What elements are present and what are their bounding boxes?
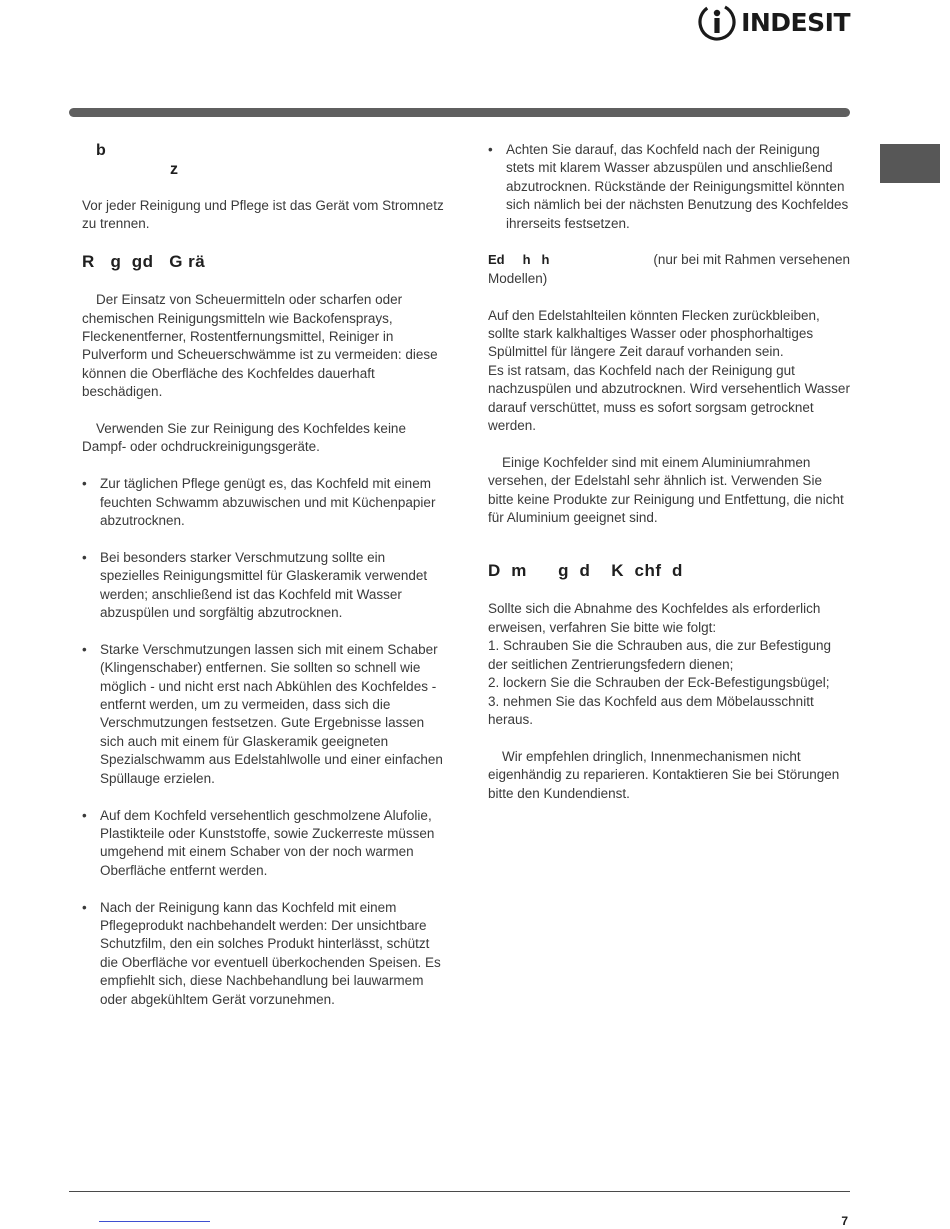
aluminium-paragraph: Einige Kochfelder sind mit einem Aluminiumrahmen versehen, der Edelstahl sehr ähnlich ist. Verwenden Sie bitte keine Produkte zur Reinigung und Entfettung, die nicht für Aluminium geeignet sind. <box>488 454 844 526</box>
right-column <box>488 141 850 821</box>
list-item: • Zur täglichen Pflege genügt es, das Kochfeld mit einem feuchten Schwamm abzuwischen und mit Küchenpapier abzutrocknen. <box>82 475 444 530</box>
removal-step-3: 3. nehmen Sie das Kochfeld aus dem Möbelausschnitt heraus. <box>488 693 814 727</box>
heading-line-1: b <box>96 142 106 159</box>
bottom-divider <box>69 1191 850 1192</box>
warning-paragraph-steam: Verwenden Sie zur Reinigung des Kochfeldes keine Dampf- oder ochdruckreinigungsgeräte. <box>82 421 406 455</box>
rinse-bullet-list <box>488 141 850 233</box>
heading-line-2: z <box>170 161 178 178</box>
section-heading-care <box>96 141 444 179</box>
stainless-paragraph-stains: Auf den Edelstahlteilen könnten Flecken zurückbleiben, sollte stark kalkhaltiges Wasser oder phosphorhaltiges Spülmittel für längere Zeit darauf vorhanden sein. <box>488 307 820 360</box>
removal-step-1: 1. Schrauben Sie die Schrauben aus, die zur Befestigung der seitlichen Zentrierungsfedern dienen; <box>488 638 831 672</box>
footer-link-underline[interactable] <box>99 1221 210 1222</box>
list-item: • Auf dem Kochfeld versehentlich geschmolzene Alufolie, Plastikteile oder Kunststoffe, sowie Zuckerreste müssen umgehend mit einem Schaber von der noch warmen Oberfläche entfernt werden. <box>82 807 444 881</box>
top-divider <box>69 108 850 117</box>
intro-paragraph: Vor jeder Reinigung und Pflege ist das Gerät vom Stromnetz zu trennen. <box>82 198 444 232</box>
section-heading-removal: D m g d K chf d <box>488 561 683 581</box>
list-item: • Nach der Reinigung kann das Kochfeld mit einem Pflegeprodukt nachbehandelt werden: Der unsichtbare Schutzfilm, den ein solches Produkt hinterlässt, schützt die Oberfläche vor eventuell überkochenden Speisen. Es empfiehlt sich, diese Nachbehandlung bei lauwarmem oder abgekühltem Gerät vorzunehmen. <box>82 899 444 1009</box>
brand-name: INDESIT <box>741 7 850 37</box>
cleaning-bullet-list <box>82 475 444 1009</box>
subheading-note: (nur bei mit Rahmen versehenen <box>653 252 850 268</box>
list-item: • Bei besonders starker Verschmutzung sollte ein spezielles Reinigungsmittel für Glaskeramik verwendet werden; anschließend ist das Kochfeld mit Wasser abzuspülen und sorgfältig abzutrocknen. <box>82 549 444 623</box>
service-paragraph: Wir empfehlen dringlich, Innenmechanismen nicht eigenhändig zu reparieren. Kontaktieren Sie bei Störungen bitte den Kundendienst. <box>488 748 840 801</box>
section-heading-cleaning: R g gd G rä <box>82 252 206 272</box>
subheading-stainless <box>488 251 850 269</box>
list-item: • Achten Sie darauf, das Kochfeld nach der Reinigung stets mit klarem Wasser abzuspülen und anschließend abzutrocknen. Rückstände der Reinigungsmittel könnten sich nämlich bei der nächsten Benutzung des Kochfeldes ihrerseits festsetzen. <box>488 141 850 233</box>
stainless-paragraph-rinse: Es ist ratsam, das Kochfeld nach der Reinigung gut nachzuspülen und abzutrocknen. Wird versehentlich Wasser darauf verschüttet, muss es sofort sorgsam getrocknet werden. <box>488 362 850 434</box>
brand-logo <box>697 2 850 42</box>
section-tab-marker <box>880 144 940 183</box>
page-number: 7 <box>841 1214 848 1228</box>
left-column <box>82 141 444 1027</box>
warning-paragraph-abrasives: Der Einsatz von Scheuermitteln oder scharfen oder chemischen Reinigungsmitteln wie Backofensprays, Fleckenentferner, Rostentfernungsmittel, Reiniger in Pulverform und Scheuerschwämme ist zu vermeiden: diese können die Oberfläche des Kochfeldes dauerhaft beschädigen. <box>82 292 438 400</box>
subheading-continuation: Modellen) <box>488 270 548 286</box>
subheading-lead: Ed h h <box>488 252 550 268</box>
removal-intro: Sollte sich die Abnahme des Kochfeldes als erforderlich erweisen, verfahren Sie bitte wie folgt: <box>488 601 821 635</box>
list-item: • Starke Verschmutzungen lassen sich mit einem Schaber (Klingenschaber) entfernen. Sie sollten so schnell wie möglich - und nicht erst nach Abkühlen des Kochfeldes - entfernt werden, um zu vermeiden, dass sich die Verschmutzungen festsetzen. Gute Ergebnisse lassen sich auch mit einem für Glaskeramik geeigneten Spezialschwamm aus Edelstahlwolle und einer einfachen Spüllauge erzielen. <box>82 641 444 788</box>
removal-step-2: 2. lockern Sie die Schrauben der Eck-Befestigungsbügel; <box>488 675 830 691</box>
indesit-logo-icon <box>697 2 737 42</box>
